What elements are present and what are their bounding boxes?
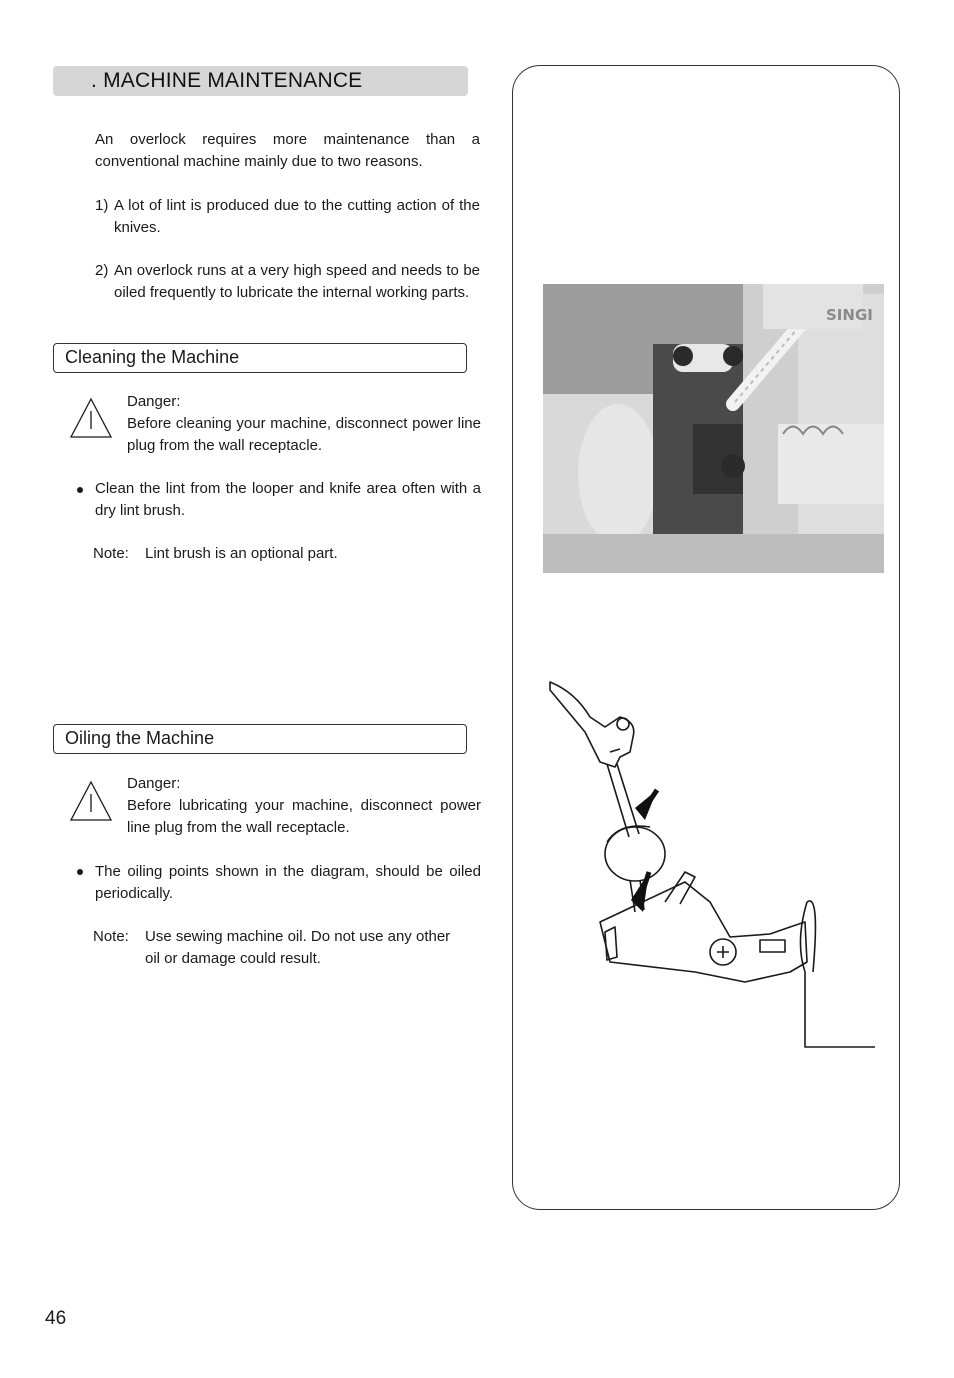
note-label: Note: (93, 545, 129, 562)
section-heading-text: Oiling the Machine (65, 728, 215, 748)
danger-label: Danger: (127, 393, 181, 410)
bullet-dot-icon (77, 869, 83, 875)
overlock-machine-illustration (543, 284, 884, 573)
note-label: Note: (93, 928, 129, 945)
note-text: Lint brush is an optional part. (145, 545, 338, 562)
cleaning-bullet-text: Clean the lint from the looper and knife area often with a dry lint brush. (95, 480, 481, 519)
warning-triangle-icon (69, 397, 113, 439)
warning-triangle-icon (69, 780, 113, 822)
reason-number: 2) (95, 262, 109, 279)
oiling-points-diagram (545, 672, 880, 1057)
reason-number: 1) (95, 197, 109, 214)
page-title: . MACHINE MAINTENANCE (91, 69, 363, 92)
note-text: Use sewing machine oil. Do not use any other oil or damage could result. (145, 928, 451, 967)
reason-text: A lot of lint is produced due to the cutting action of the knives. (114, 197, 480, 236)
section-title-bar (53, 66, 468, 96)
reason-text: An overlock runs at a very high speed and needs to be oiled frequently to lubricate the internal working parts. (114, 262, 480, 301)
bullet-dot-icon (77, 487, 83, 493)
intro-paragraph: An overlock requires more maintenance than a conventional machine mainly due to two reasons. (95, 131, 480, 170)
section-heading-text: Cleaning the Machine (65, 347, 240, 367)
danger-text: Before lubricating your machine, disconnect power line plug from the wall receptacle. (127, 797, 481, 836)
cleaning-section-heading (53, 343, 467, 373)
oiling-section-heading (53, 724, 467, 754)
danger-label: Danger: (127, 775, 181, 792)
machine-photo (543, 284, 884, 573)
danger-text: Before cleaning your machine, disconnect power line plug from the wall receptacle. (127, 415, 481, 454)
page-number: 46 (45, 1308, 67, 1329)
oiling-bullet-text: The oiling points shown in the diagram, should be oiled periodically. (95, 863, 481, 902)
brand-text: SINGI (826, 306, 873, 324)
